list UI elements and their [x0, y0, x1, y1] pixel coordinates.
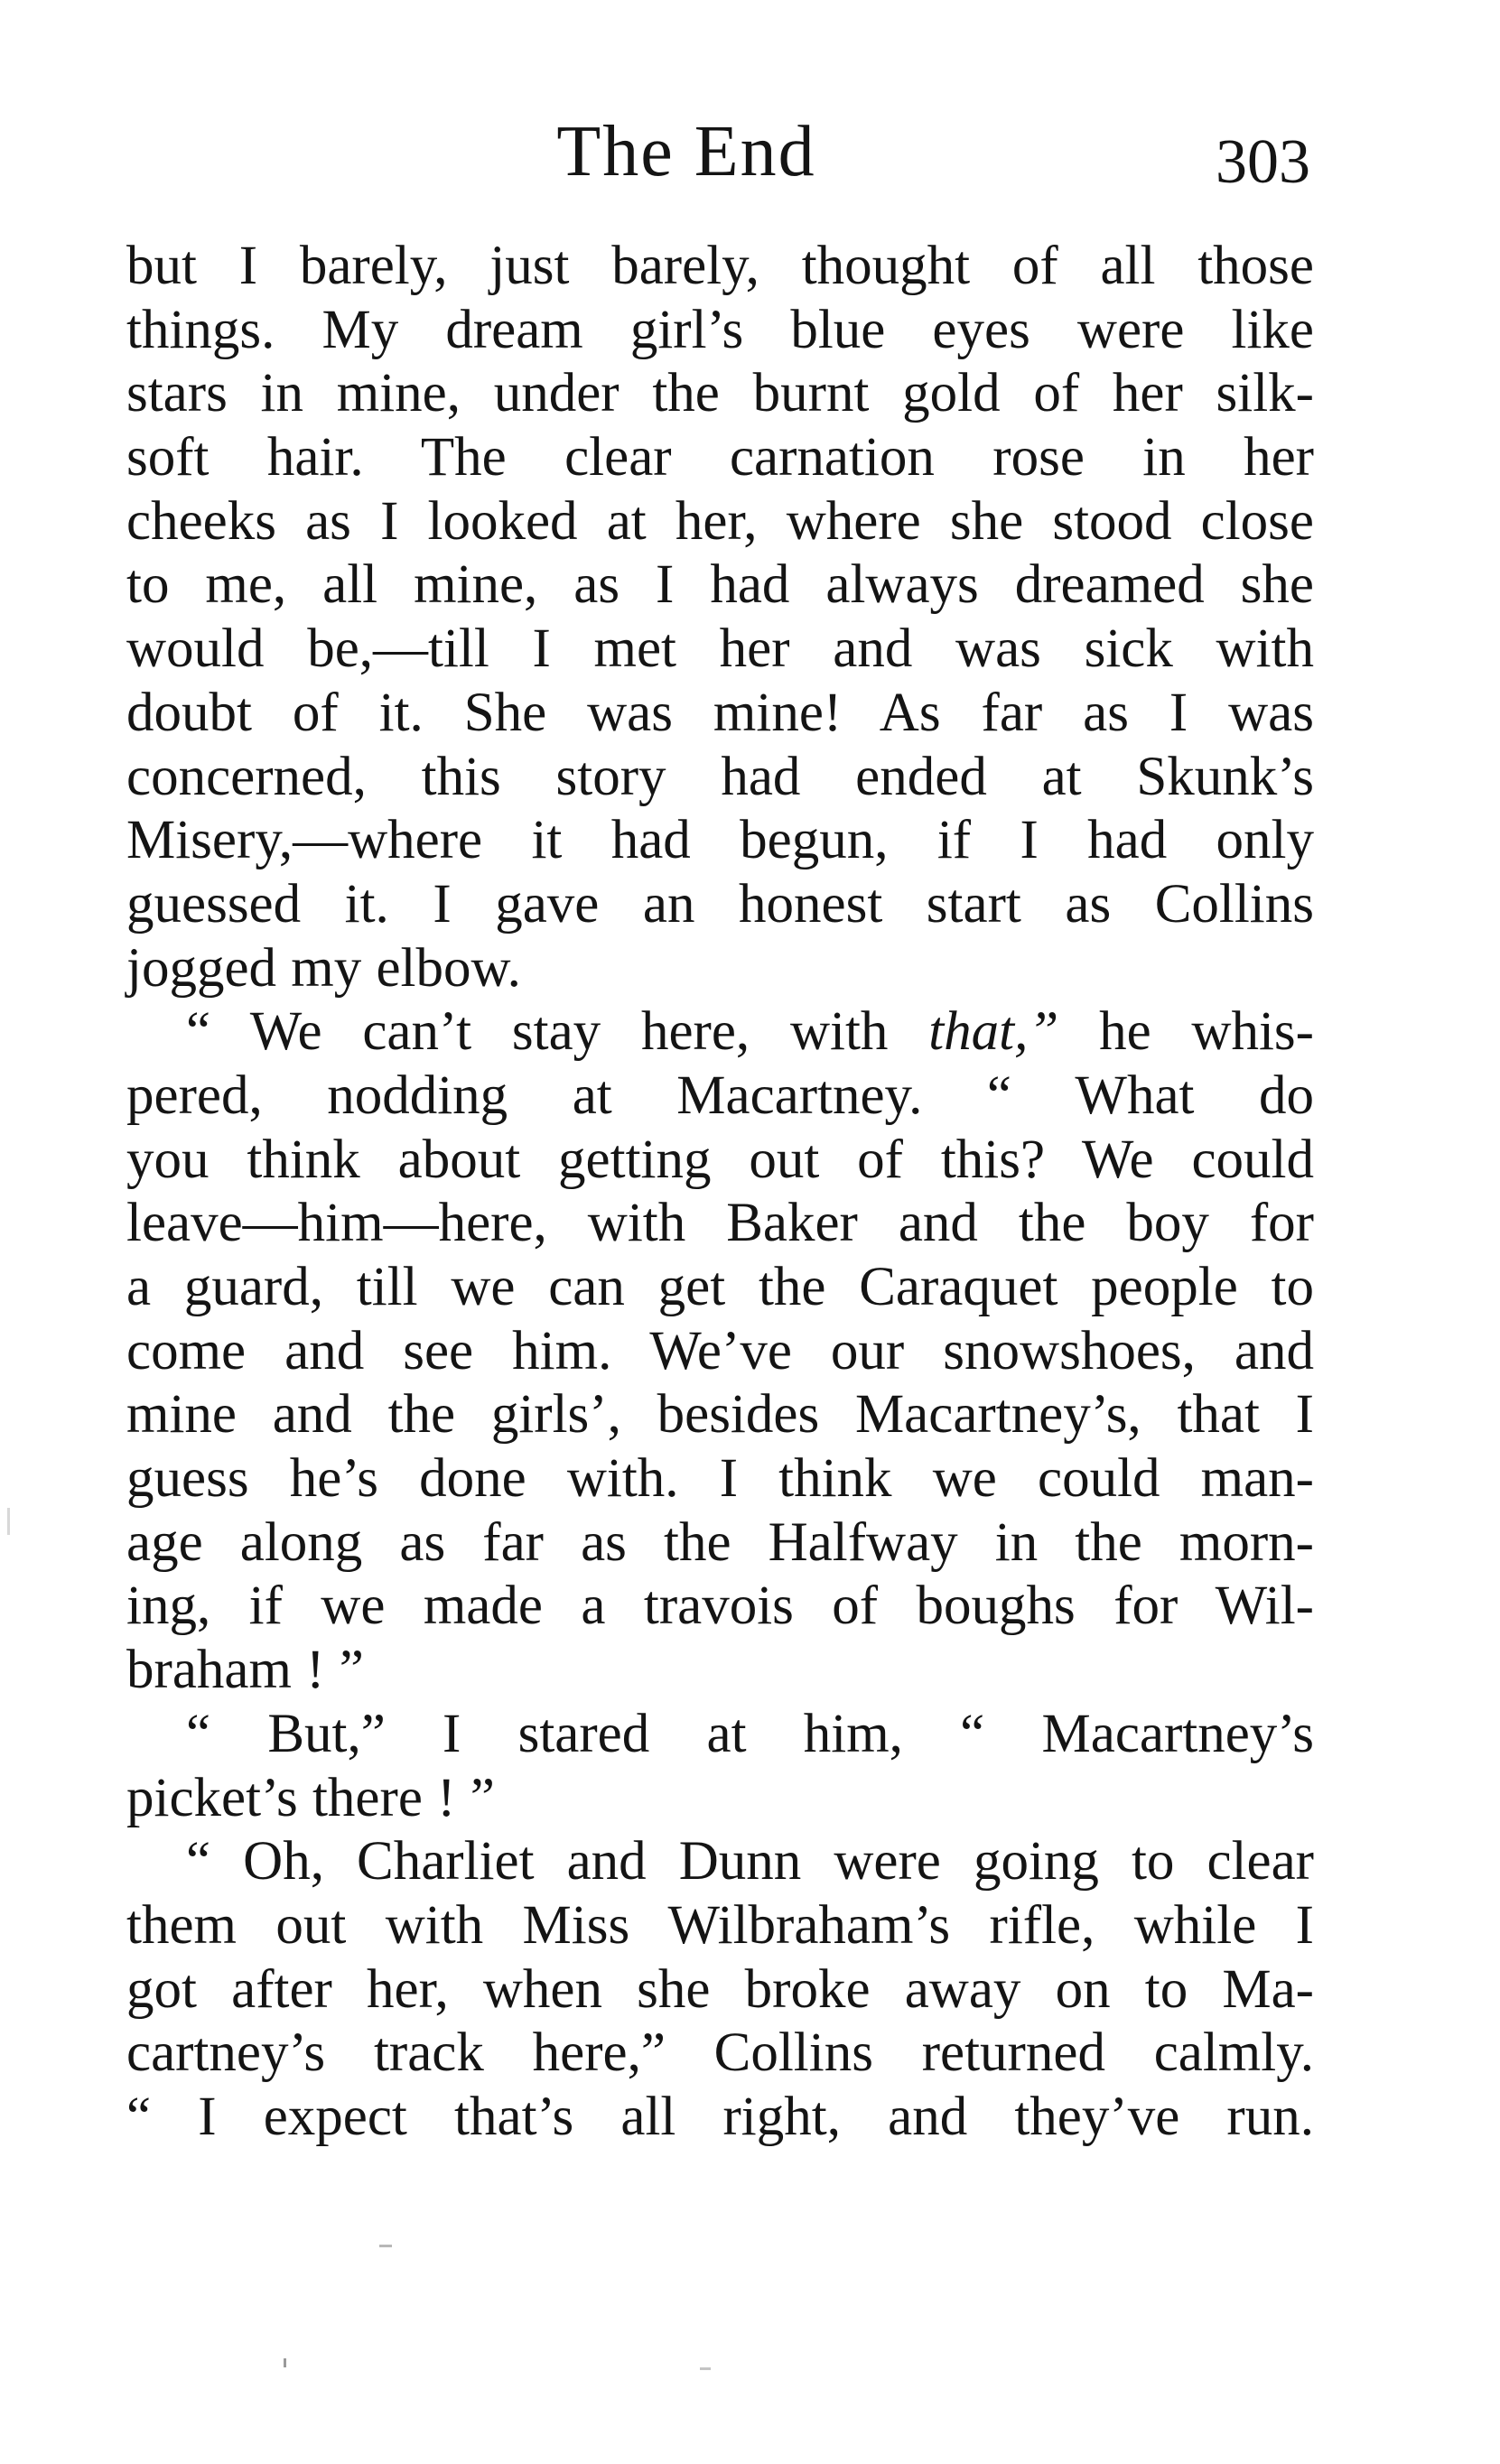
text-line: ing, if we made a travois of boughs for Wil- — [126, 1576, 1314, 1637]
text-line: guess he’s done with. I think we could man- — [126, 1448, 1314, 1510]
text-line: guessed it. I gave an honest start as Collins — [126, 873, 1314, 934]
page-number: 303 — [1216, 127, 1310, 197]
text-line: leave—him—here, with Baker and the boy for — [126, 1193, 1314, 1254]
text-line: doubt of it. She was mine! As far as I was — [126, 682, 1314, 743]
text-line: age along as far as the Halfway in the morn- — [126, 1511, 1314, 1573]
text-line: concerned, this story had ended at Skunk’s — [126, 746, 1314, 807]
text-line: come and see him. We’ve our snowshoes, and — [126, 1320, 1314, 1381]
text-line: got after her, when she broke away on to Ma- — [126, 1958, 1314, 2020]
running-title: The End — [556, 112, 816, 191]
text-line: a guard, till we can get the Caraquet people to — [126, 1257, 1314, 1317]
scan-speck — [284, 2358, 286, 2367]
text-line: them out with Miss Wilbraham’s rifle, while I — [126, 1894, 1314, 1956]
text-run: he whis- — [1058, 1001, 1314, 1063]
text-line: mine and the girls’, besides Macartney’s, that I — [126, 1384, 1314, 1446]
text-line: pered, nodding at Macartney. “ What do — [126, 1065, 1314, 1126]
text-line: soft hair. The clear carnation rose in her — [126, 427, 1314, 488]
text-line: cartney’s track here,” Collins returned calmly. — [126, 2022, 1314, 2084]
text-run: “ We can’t stay here, with — [186, 1001, 929, 1063]
text-line: stars in mine, under the burnt gold of her silk- — [126, 363, 1314, 424]
text-line: cheeks as I looked at her, where she stood close — [126, 490, 1314, 552]
text-line: you think about getting out of this? We could — [126, 1129, 1314, 1190]
text-line: “ Oh, Charliet and Dunn were going to clear — [186, 1831, 1314, 1892]
text-line: Misery,—where it had begun, if I had only — [126, 810, 1314, 871]
scan-speck — [7, 1508, 10, 1535]
text-line: “ But,” I stared at him, “ Macartney’s — [186, 1703, 1314, 1764]
italic-run: that,” — [928, 1001, 1059, 1063]
running-head — [0, 107, 1500, 197]
text-line: things. My dream girl’s blue eyes were like — [126, 299, 1314, 360]
text-line: but I barely, just barely, thought of all those — [126, 236, 1314, 296]
text-line-mixed — [126, 1000, 1314, 1065]
scan-speck — [700, 2367, 711, 2370]
text-line: to me, all mine, as I had always dreamed she — [126, 554, 1314, 616]
text-line: braham ! ” — [126, 1640, 364, 1701]
text-line: would be,—till I met her and was sick with — [126, 618, 1314, 680]
text-line: picket’s there ! ” — [126, 1767, 495, 1828]
scan-speck — [379, 2245, 392, 2247]
text-line: “ I expect that’s all right, and they’ve run. — [126, 2086, 1314, 2147]
text-line: jogged my elbow. — [126, 937, 521, 999]
body-text — [126, 235, 1314, 2150]
